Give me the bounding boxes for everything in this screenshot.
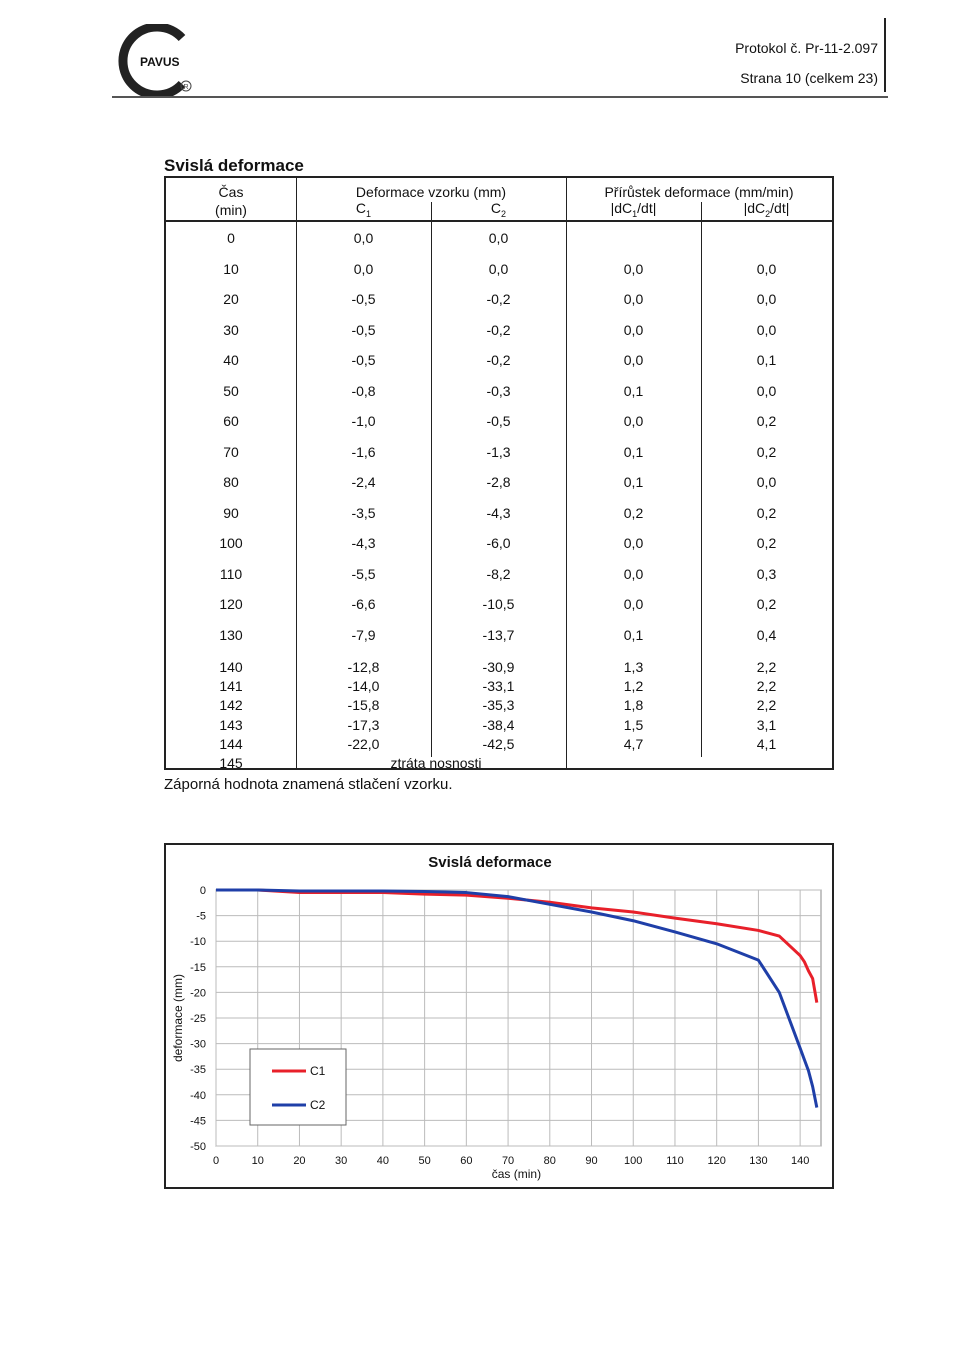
cell-dc1: 0,0 bbox=[623, 291, 644, 307]
cell-dc2: 2,2 bbox=[756, 678, 777, 695]
cell-c1: -1,0 bbox=[351, 413, 376, 429]
cell-dc1: 0,0 bbox=[623, 596, 644, 612]
col-dc1-header: $|dC_1/dt|$ bbox=[610, 200, 657, 219]
cell-c2: -42,5 bbox=[482, 735, 515, 752]
cell-dc2: 2,2 bbox=[756, 659, 777, 675]
cell-dc2: 0,4 bbox=[756, 626, 777, 643]
svg-text:R: R bbox=[183, 84, 189, 91]
cell-c1: -3,5 bbox=[351, 504, 376, 521]
cell-c1: -22,0 bbox=[347, 735, 380, 752]
x-tick-label: 0 bbox=[212, 1155, 220, 1167]
cell-dc2: 0,0 bbox=[756, 291, 777, 307]
cell-dc2: 0,2 bbox=[756, 504, 777, 521]
x-tick-label: 60 bbox=[460, 1155, 473, 1167]
cell-dc2: 3,1 bbox=[756, 716, 777, 733]
cell-dc1: 1,3 bbox=[623, 659, 644, 675]
header-rule bbox=[112, 96, 888, 98]
cell-time: 10 bbox=[223, 260, 239, 277]
x-tick-label: 40 bbox=[376, 1155, 390, 1167]
col-dc2-header: $|dC_2/dt|$ bbox=[743, 200, 790, 219]
pavus-logo bbox=[112, 24, 208, 96]
cell-c2: -13,7 bbox=[482, 626, 515, 643]
cell-c2: -33,1 bbox=[482, 678, 515, 695]
y-tick-label: -15 bbox=[190, 961, 206, 974]
cell-dc1: 0,1 bbox=[623, 443, 644, 460]
cell-c2: -30,9 bbox=[482, 659, 515, 675]
x-tick-label: 140 bbox=[790, 1155, 810, 1167]
cell-c2: -4,3 bbox=[486, 504, 511, 521]
cell-dc1: 1,8 bbox=[623, 697, 644, 714]
header-divider bbox=[884, 18, 886, 92]
x-tick-label: 20 bbox=[293, 1155, 306, 1167]
cell-time: 80 bbox=[223, 474, 239, 490]
cell-c2: -35,3 bbox=[482, 697, 515, 714]
svg-text:PAVUS: PAVUS bbox=[140, 55, 180, 69]
cell-dc1: 1,2 bbox=[623, 678, 644, 695]
y-tick-label: -50 bbox=[190, 1141, 206, 1153]
page-number: Strana 10 (celkem 23) bbox=[740, 70, 878, 86]
x-tick-label: 50 bbox=[418, 1155, 431, 1167]
cell-c2: -6,0 bbox=[486, 535, 511, 551]
cell-dc2: 0,2 bbox=[756, 535, 777, 551]
cell-dc2: 0,0 bbox=[756, 382, 777, 399]
cell-dc1: 0,2 bbox=[623, 504, 644, 521]
cell-time: 145 bbox=[219, 755, 243, 771]
col-increment-header: Přírůstek deformace (mm/min) bbox=[604, 184, 794, 200]
chart-legend bbox=[250, 1049, 346, 1125]
cell-c2: -8,2 bbox=[486, 565, 511, 582]
col-c2-header: $C_2$ bbox=[490, 200, 507, 219]
x-tick-label: 70 bbox=[501, 1155, 515, 1167]
cell-c1: -17,3 bbox=[347, 716, 380, 733]
cell-dc2: 0,1 bbox=[756, 352, 777, 368]
cell-c1: -0,8 bbox=[351, 382, 376, 399]
cell-time: 50 bbox=[223, 382, 239, 399]
cell-dc2: 0,0 bbox=[756, 321, 777, 338]
cell-dc2: 0,2 bbox=[756, 443, 777, 460]
cell-dc1: 0,0 bbox=[623, 321, 644, 338]
cell-c1: -15,8 bbox=[347, 697, 380, 714]
x-tick-label: 100 bbox=[624, 1155, 643, 1167]
y-tick-label: -25 bbox=[190, 1013, 206, 1025]
cell-dc2: 4,1 bbox=[756, 735, 777, 752]
section-title: Svislá deformace bbox=[164, 156, 304, 175]
cell-dc2: 0,3 bbox=[756, 565, 777, 582]
cell-time: 100 bbox=[219, 535, 243, 551]
cell-dc2: 2,2 bbox=[756, 697, 777, 714]
cell-time: 90 bbox=[223, 504, 239, 521]
deformation-chart bbox=[164, 843, 834, 1189]
y-tick-label: -10 bbox=[190, 936, 206, 949]
cell-time: 60 bbox=[223, 413, 239, 429]
col-deformation-header: Deformace vzorku (mm) bbox=[355, 184, 507, 200]
cell-c1: -0,5 bbox=[351, 291, 376, 307]
cell-c2: -10,5 bbox=[482, 596, 515, 612]
cell-time: 143 bbox=[219, 716, 243, 733]
x-tick-label: 80 bbox=[543, 1155, 556, 1167]
cell-time: 141 bbox=[219, 678, 243, 695]
x-tick-label: 130 bbox=[749, 1155, 768, 1167]
cell-dc1: 0,1 bbox=[623, 382, 644, 399]
chart-title: Svislá deformace bbox=[428, 854, 552, 871]
cell-dc1: 1,5 bbox=[623, 716, 644, 733]
cell-c2: -0,2 bbox=[486, 321, 511, 338]
legend-label-c2: C2 bbox=[310, 1098, 326, 1112]
cell-dc1: 4,7 bbox=[623, 735, 644, 752]
footnote: Záporná hodnota znamená stlačení vzorku. bbox=[164, 776, 453, 793]
cell-c2: -0,2 bbox=[486, 352, 511, 368]
y-axis-label: deformace (mm) bbox=[171, 973, 185, 1063]
x-tick-label: 30 bbox=[335, 1155, 348, 1167]
cell-dc2: 0,0 bbox=[756, 260, 777, 277]
cell-c1: -0,5 bbox=[351, 321, 376, 338]
cell-time: 0 bbox=[227, 230, 235, 246]
cell-time: 144 bbox=[219, 735, 243, 752]
cell-dc2: 0,2 bbox=[756, 596, 777, 612]
cell-time: 140 bbox=[219, 659, 243, 675]
cell-dc1: 0,1 bbox=[623, 474, 644, 490]
cell-c2: -0,5 bbox=[486, 413, 511, 429]
deformation-table bbox=[164, 176, 834, 770]
cell-time: 70 bbox=[223, 443, 239, 460]
cell-dc2: 0,2 bbox=[756, 413, 777, 429]
failure-note: ztráta nosnosti bbox=[390, 755, 482, 771]
x-tick-label: 10 bbox=[251, 1155, 264, 1167]
cell-dc1: 0,0 bbox=[623, 352, 644, 368]
cell-time: 142 bbox=[219, 697, 243, 714]
cell-c1: -14,0 bbox=[347, 678, 380, 695]
cell-time: 20 bbox=[223, 291, 239, 307]
cell-time: 120 bbox=[219, 596, 243, 612]
cell-time: 130 bbox=[219, 626, 243, 643]
cell-c1: 0,0 bbox=[353, 230, 374, 246]
cell-c2: -0,2 bbox=[486, 291, 511, 307]
header-separator bbox=[166, 220, 832, 222]
x-axis-label: čas (min) bbox=[491, 1167, 542, 1181]
y-tick-label: -20 bbox=[190, 987, 206, 1000]
cell-c2: -0,3 bbox=[486, 382, 511, 399]
protocol-number: Protokol č. Pr-11-2.097 bbox=[735, 40, 878, 56]
cell-c1: -0,5 bbox=[351, 352, 376, 368]
cell-c1: -4,3 bbox=[351, 535, 376, 551]
col-c1-header: $C_1$ bbox=[355, 200, 372, 219]
cell-dc1: 0,0 bbox=[623, 413, 644, 429]
legend-label-c1: C1 bbox=[310, 1064, 326, 1078]
chart-canvas bbox=[166, 845, 832, 1187]
x-tick-label: 120 bbox=[707, 1155, 726, 1167]
cell-c2: 0,0 bbox=[488, 230, 509, 246]
cell-c2: -2,8 bbox=[486, 474, 511, 490]
cell-c2: -1,3 bbox=[486, 443, 511, 460]
cell-dc1: 0,0 bbox=[623, 565, 644, 582]
cell-dc1: 0,0 bbox=[623, 535, 644, 551]
y-tick-label: 0 bbox=[199, 885, 206, 897]
cell-c2: -38,4 bbox=[482, 716, 515, 733]
cell-dc1: 0,1 bbox=[623, 626, 644, 643]
cell-c2: 0,0 bbox=[488, 260, 509, 277]
y-tick-label: -45 bbox=[190, 1115, 206, 1128]
cell-c1: -6,6 bbox=[351, 596, 376, 612]
col-time-unit: (min) bbox=[215, 202, 247, 218]
cell-c1: -5,5 bbox=[351, 565, 376, 582]
x-tick-label: 110 bbox=[666, 1155, 684, 1167]
cell-c1: -7,9 bbox=[351, 626, 376, 643]
cell-c1: -2,4 bbox=[351, 474, 376, 490]
cell-dc2: 0,0 bbox=[756, 474, 777, 490]
cell-time: 110 bbox=[219, 565, 243, 582]
cell-c1: 0,0 bbox=[353, 260, 374, 277]
cell-c1: -1,6 bbox=[351, 443, 376, 460]
y-tick-label: -30 bbox=[190, 1038, 206, 1051]
y-tick-label: -35 bbox=[190, 1064, 206, 1077]
y-tick-label: -5 bbox=[196, 910, 206, 923]
cell-dc1: 0,0 bbox=[623, 260, 644, 277]
cell-time: 40 bbox=[223, 352, 239, 368]
cell-c1: -12,8 bbox=[347, 659, 380, 675]
col-time-label: Čas bbox=[218, 184, 244, 200]
y-tick-label: -40 bbox=[190, 1089, 206, 1102]
x-tick-label: 90 bbox=[585, 1155, 598, 1167]
cell-time: 30 bbox=[223, 321, 239, 338]
